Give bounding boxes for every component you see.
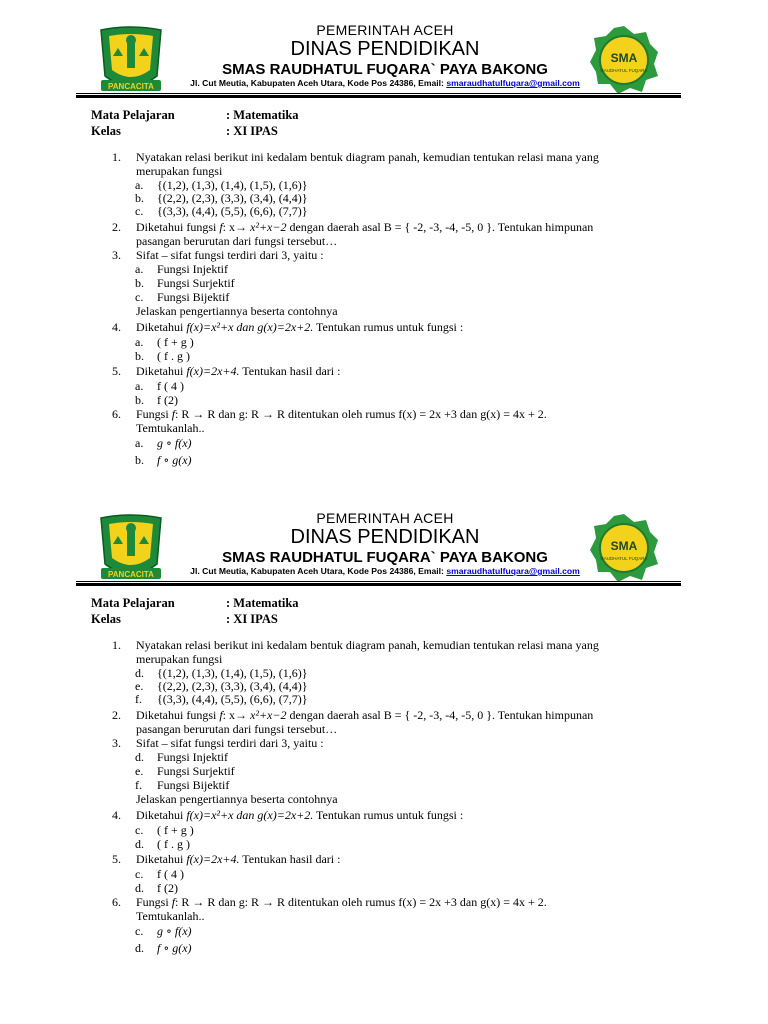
school-badge-icon: [588, 512, 660, 584]
question-1-option: f. {(3,3), (4,4), (5,5), (6,6), (7,7)}: [135, 692, 308, 706]
letterhead: [0, 506, 768, 586]
header-department: DINAS PENDIDIKAN: [290, 526, 480, 548]
question-1-option: b. {(2,2), (2,3), (3,3), (3,4), (4,4)}: [135, 191, 308, 205]
question-6-option: d. f ∘ g(x): [135, 941, 192, 955]
question-5-option: b. f (2): [135, 393, 178, 407]
email-link[interactable]: smaraudhatulfuqara@gmail.com: [446, 566, 580, 576]
question-5-option: a. f ( 4 ): [135, 379, 184, 393]
header-school: SMAS RAUDHATUL FUQARA` PAYA BAKONG: [222, 549, 548, 566]
question-1-option: e. {(2,2), (2,3), (3,3), (3,4), (4,4)}: [135, 679, 308, 693]
aceh-emblem-icon: [97, 26, 165, 94]
left-logo-text: PANCACITA: [108, 570, 154, 579]
right-logo-text: SMA: [610, 539, 638, 553]
header-department: DINAS PENDIDIKAN: [290, 38, 480, 60]
question-5-option: d. f (2): [135, 881, 178, 895]
header-school: SMAS RAUDHATUL FUQARA` PAYA BAKONG: [222, 61, 548, 78]
question-6-line-2: Temtukanlah..: [136, 909, 205, 923]
question-1-option: d. {(1,2), (1,3), (1,4), (1,5), (1,6)}: [135, 666, 308, 680]
question-3-option: f. Fungsi Bijektif: [135, 778, 230, 792]
question-2-line-2: pasangan berurutan dari fungsi tersebut…: [136, 234, 338, 248]
header-address: Jl. Cut Meutia, Kabupaten Aceh Utara, Kode Pos 24386, Email: smaraudhatulfuqara@gmail.com: [190, 566, 580, 576]
question-6-option: b. f ∘ g(x): [135, 453, 192, 467]
school-badge-icon: [588, 24, 660, 96]
question-3-option: a. Fungsi Injektif: [135, 262, 228, 276]
email-link[interactable]: smaraudhatulfuqara@gmail.com: [446, 78, 580, 88]
class-row: Kelas : XI IPAS: [91, 612, 278, 626]
header-rule-thin: [76, 93, 681, 94]
question-6-option: c. g ∘ f(x): [135, 924, 192, 938]
question-5-option: c. f ( 4 ): [135, 867, 184, 881]
header-government: PEMERINTAH ACEH: [316, 510, 454, 526]
question-3-option: d. Fungsi Injektif: [135, 750, 228, 764]
question-3-option: c. Fungsi Bijektif: [135, 290, 230, 304]
question-4-option: d. ( f . g ): [135, 837, 190, 851]
exam-sheet-2: PANCACITA PEMERINTAH ACEH DINAS PENDIDIKAN SMAS RAUDHATUL FUQARA` PAYA BAKONG Jl. Cut Meutia, Kabupaten Aceh Utara, Kode Pos 24386, Email: smaraudhatulfuqara@gmail.com SMA RAUDHATUL FUQARA Mata Pelajaran : Matematika Kelas : XI IPAS 1. Nyatakan relasi berikut ini kedalam bentuk diagram panah, kemudian tentukan relasi mana yang merupakan fungsi d. {(1,2), (1,3), (1,4), (1,5), (1,6)} e. {(2,2), (2,3), (3,3), (3,4), (4,4)} f. {(3,3), (4,4), (5,5), (6,6), (7,7)} 2. Diketahui fungsi f: x→ x²+x−2 dengan daerah asal B = { -2, -3, -4, -5, 0 }. Tentukan himpunan pasangan berurutan dari fungsi tersebut… 3. Sifat – sifat fungsi terdiri dari 3, yaitu : d. Fungsi Injektif e. Fungsi Surjektif f. Fungsi Bijektif Jelaskan pengertiannya beserta contohnya 4. Diketahui f(x)=x²+x dan g(x)=2x+2. Tentukan rumus untuk fungsi : c. ( f + g ) d. ( f . g ) 5. Diketahui f(x)=2x+4. Tentukan hasil dari : c. f ( 4 ) d. f (2) 6. Fungsi f: R → R dan g: R → R ditentukan oleh rumus f(x) = 2x +3 dan g(x) = 4x + 2. Temtukanlah.. c. g ∘ f(x) d. f ∘ g(x): [0, 488, 768, 976]
question-3-option: e. Fungsi Surjektif: [135, 764, 235, 778]
question-4-option: a. ( f + g ): [135, 335, 194, 349]
question-1-option: a. {(1,2), (1,3), (1,4), (1,5), (1,6)}: [135, 178, 308, 192]
question-4-option: c. ( f + g ): [135, 823, 194, 837]
header-government: PEMERINTAH ACEH: [316, 22, 454, 38]
question-2-line-2: pasangan berurutan dari fungsi tersebut…: [136, 722, 338, 736]
question-6-line-2: Temtukanlah..: [136, 421, 205, 435]
subject-row: Mata Pelajaran : Matematika: [91, 596, 299, 610]
exam-sheet-1: PANCACITA PEMERINTAH ACEH DINAS PENDIDIKAN SMAS RAUDHATUL FUQARA` PAYA BAKONG Jl. Cut Meutia, Kabupaten Aceh Utara, Kode Pos 24386, Email: smaraudhatulfuqara@gmail.com SMA RAUDHATUL FUQARA Mata Pelajaran : Matematika Kelas : XI IPAS 1. Nyatakan relasi berikut ini kedalam bentuk diagram panah, kemudian tentukan relasi mana yang merupakan fungsi a. {(1,2), (1,3), (1,4), (1,5), (1,6)} b. {(2,2), (2,3), (3,3), (3,4), (4,4)} c. {(3,3), (4,4), (5,5), (6,6), (7,7)} 2. Diketahui fungsi f: x→ x²+x−2 dengan daerah asal B = { -2, -3, -4, -5, 0 }. Tentukan himpunan pasangan berurutan dari fungsi tersebut… 3. Sifat – sifat fungsi terdiri dari 3, yaitu : a. Fungsi Injektif b. Fungsi Surjektif c. Fungsi Bijektif Jelaskan pengertiannya beserta contohnya 4. Diketahui f(x)=x²+x dan g(x)=2x+2. Tentukan rumus untuk fungsi : a. ( f + g ) b. ( f . g ) 5. Diketahui f(x)=2x+4. Tentukan hasil dari : a. f ( 4 ) b. f (2) 6. Fungsi f: R → R dan g: R → R ditentukan oleh rumus f(x) = 2x +3 dan g(x) = 4x + 2. Temtukanlah.. a. g ∘ f(x) b. f ∘ g(x): [0, 0, 768, 488]
header-rule-thick: [76, 583, 681, 586]
header-rule-thin: [76, 581, 681, 582]
question-4-option: b. ( f . g ): [135, 349, 190, 363]
question-3-option: b. Fungsi Surjektif: [135, 276, 235, 290]
question-3-note: Jelaskan pengertiannya beserta contohnya: [136, 304, 338, 318]
header-address: Jl. Cut Meutia, Kabupaten Aceh Utara, Kode Pos 24386, Email: smaraudhatulfuqara@gmail.com: [190, 78, 580, 88]
right-logo-subtext: RAUDHATUL FUQARA: [600, 556, 648, 561]
letterhead: [0, 18, 768, 98]
aceh-emblem-icon: [97, 514, 165, 582]
class-row: Kelas : XI IPAS: [91, 124, 278, 138]
left-logo-text: PANCACITA: [108, 82, 154, 91]
subject-row: Mata Pelajaran : Matematika: [91, 108, 299, 122]
question-6-option: a. g ∘ f(x): [135, 436, 192, 450]
question-1-line-2: merupakan fungsi: [136, 652, 223, 666]
question-1-line-2: merupakan fungsi: [136, 164, 223, 178]
question-1-option: c. {(3,3), (4,4), (5,5), (6,6), (7,7)}: [135, 204, 308, 218]
question-3-note: Jelaskan pengertiannya beserta contohnya: [136, 792, 338, 806]
right-logo-subtext: RAUDHATUL FUQARA: [600, 68, 648, 73]
right-logo-text: SMA: [610, 51, 638, 65]
header-rule-thick: [76, 95, 681, 98]
